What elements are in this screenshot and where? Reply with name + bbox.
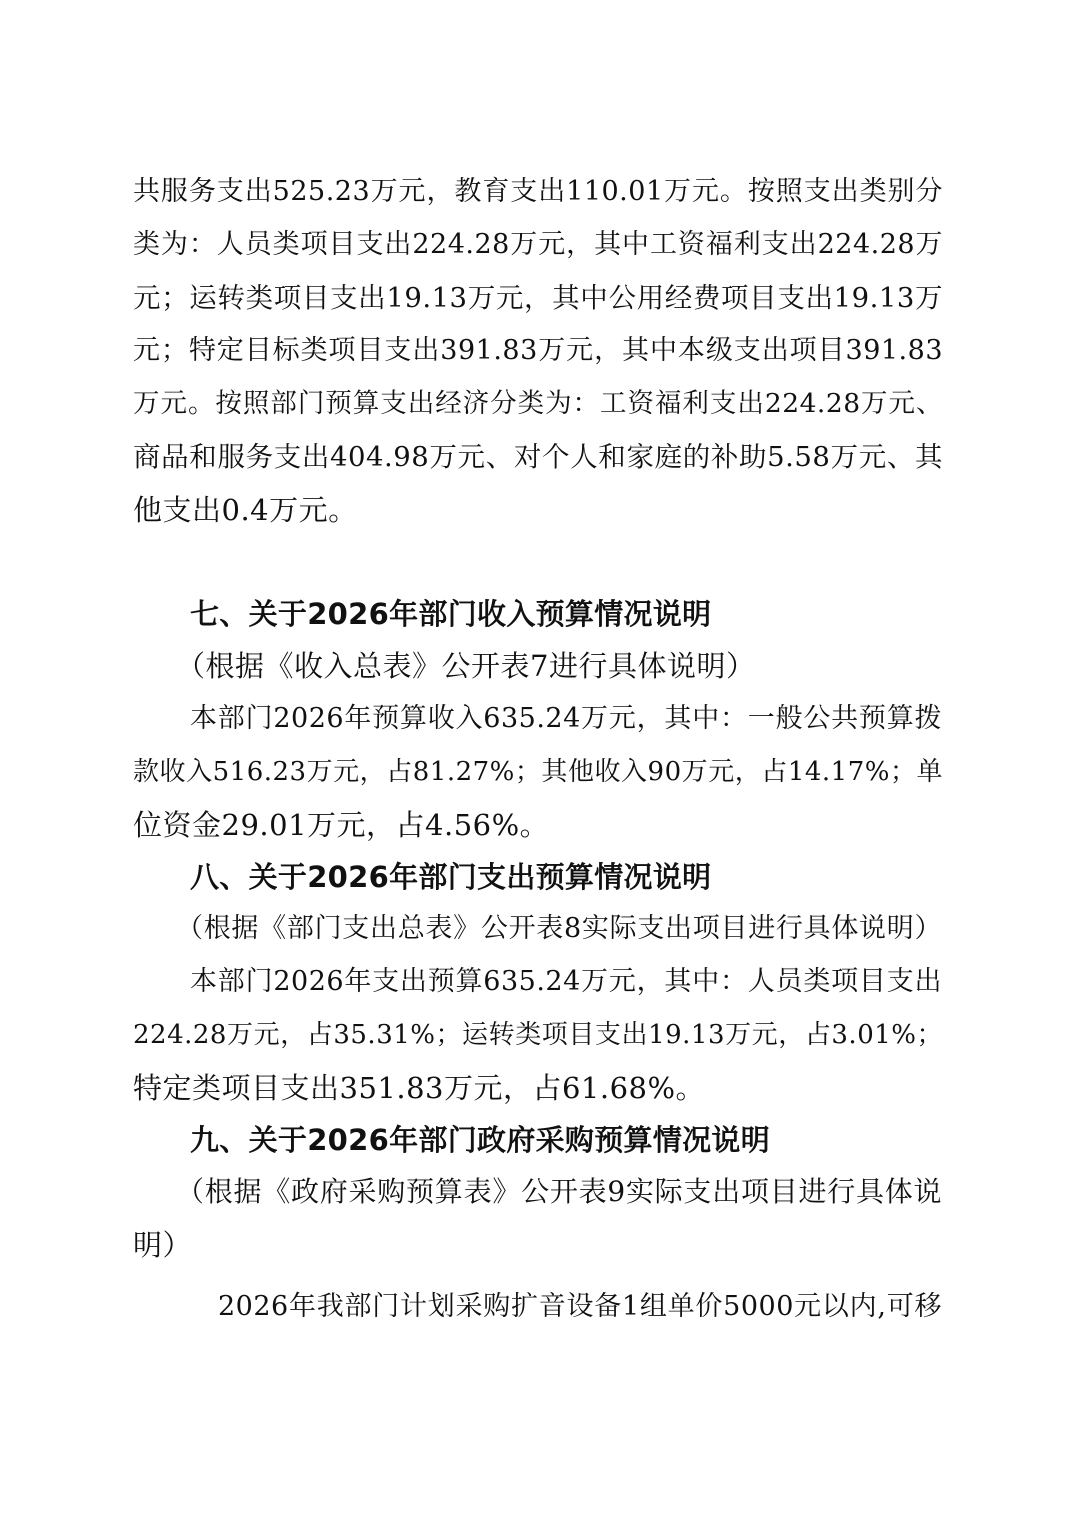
paragraph-line: 元；运转类项目支出19.13万元，其中公用经费项目支出19.13万 [133, 282, 943, 314]
section-note: （根据《政府采购预算表》公开表9实际支出项目进行具体说 [176, 1175, 942, 1208]
section-note: （根据《部门支出总表》公开表8实际支出项目进行具体说明） [176, 913, 942, 944]
section-heading: 八、关于2026年部门支出预算情况说明 [190, 860, 712, 894]
section-note: （根据《收入总表》公开表7进行具体说明） [176, 649, 756, 683]
section-heading: 七、关于2026年部门收入预算情况说明 [190, 597, 712, 631]
paragraph-line: 共服务支出525.23万元，教育支出110.01万元。按照支出类别分 [133, 176, 943, 207]
paragraph-line: 元；特定目标类项目支出391.83万元，其中本级支出项目391.83 [133, 335, 943, 366]
paragraph-line: 2026年我部门计划采购扩音设备1组单价5000元以内,可移 [218, 1291, 942, 1322]
paragraph-line: 本部门2026年预算收入635.24万元，其中：一般公共预算拨 [190, 703, 942, 734]
paragraph-line: 本部门2026年支出预算635.24万元，其中：人员类项目支出 [190, 966, 942, 997]
section-note: 明） [133, 1228, 193, 1262]
paragraph-line: 商品和服务支出404.98万元、对个人和家庭的补助5.58万元、其 [133, 441, 943, 473]
section-heading: 九、关于2026年部门政府采购预算情况说明 [190, 1123, 771, 1157]
paragraph-line: 类为：人员类项目支出224.28万元，其中工资福利支出224.28万 [133, 229, 943, 260]
paragraph-line: 万元。按照部门预算支出经济分类为：工资福利支出224.28万元、 [133, 388, 943, 419]
paragraph-line: 224.28万元，占35.31%；运转类项目支出19.13万元，占3.01%； [133, 1020, 943, 1050]
paragraph-line: 他支出0.4万元。 [133, 493, 358, 527]
paragraph-line: 款收入516.23万元，占81.27%；其他收入90万元，占14.17%；单 [133, 757, 943, 787]
paragraph-line: 位资金29.01万元，占4.56%。 [133, 808, 550, 842]
paragraph-line: 特定类项目支出351.83万元，占61.68%。 [133, 1071, 706, 1105]
